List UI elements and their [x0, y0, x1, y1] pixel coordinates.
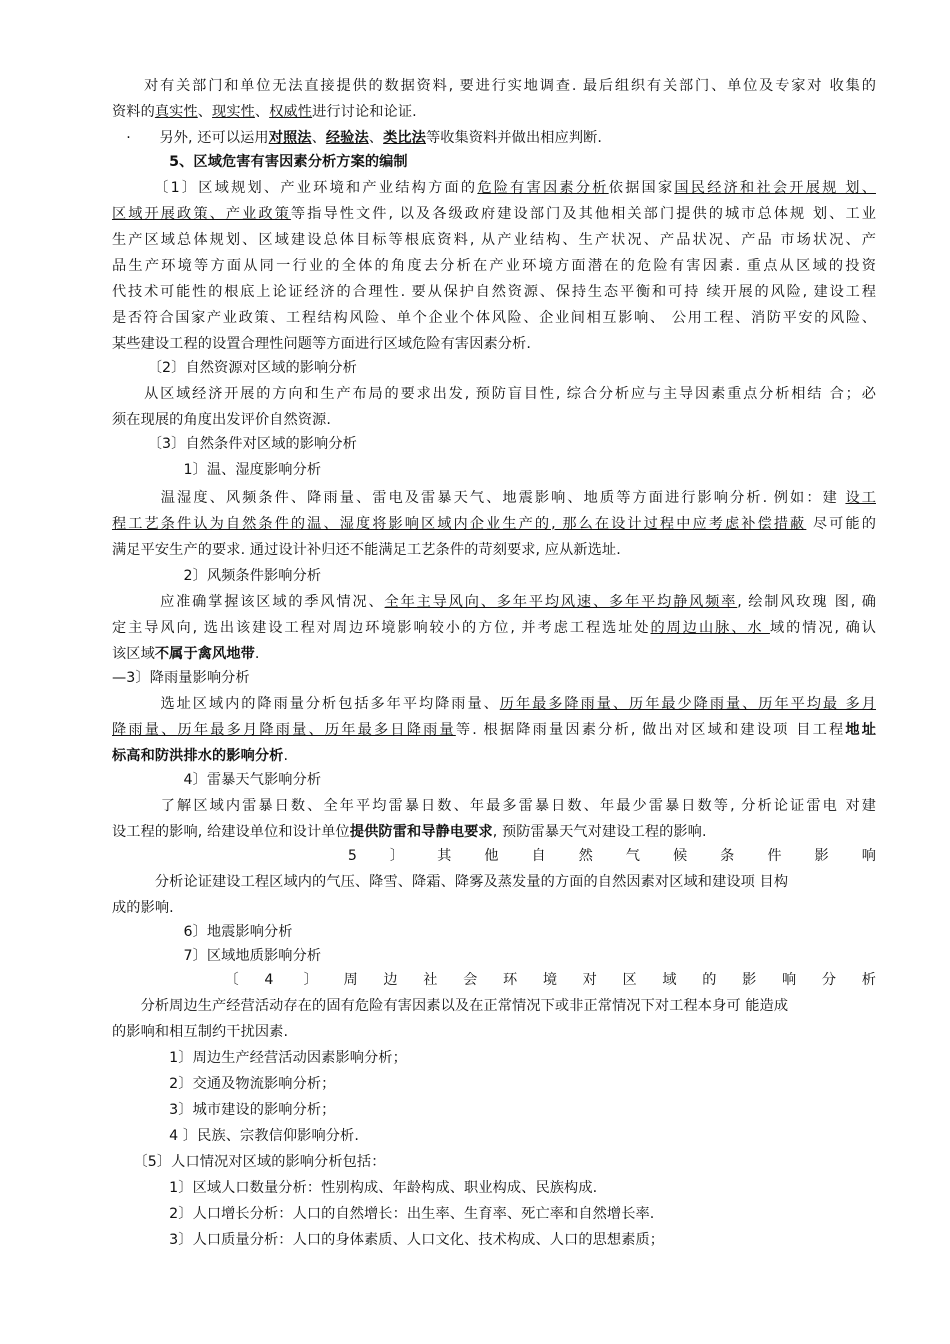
text-line: [112, 434, 876, 454]
text-line: [112, 1100, 876, 1120]
text-segment: 全年主导风向、多年平均风速、多年平均静风频率: [384, 594, 738, 610]
text-line: [112, 1022, 876, 1042]
text-segment: 3〕城市建设的影响分析；: [112, 1102, 336, 1118]
text-line: [112, 970, 876, 990]
text-segment: 〔4 〕周边社会环境对区域的影响分析: [112, 972, 876, 988]
text-line: [112, 460, 876, 480]
text-segment: 、: [368, 130, 384, 146]
text-segment: 满足平安生产的要求. 通过设计补归还不能满足工艺条件的苛刻要求, 应从新选址.: [112, 542, 621, 558]
text-segment: 、: [197, 104, 213, 120]
text-segment: 某些建设工程的设置合理性问题等方面进行区域危险有害因素分析.: [112, 336, 531, 352]
text-segment: 权威性: [269, 104, 313, 120]
text-segment: 降雨量、历年最多月降雨量、历年最多日降雨量: [112, 722, 456, 738]
text-line: [112, 102, 876, 122]
text-segment: 生产区域总体规划、区域建设总体目标等根底资料, 从产业结构、生产状况、产品状况、产品 市场状况、产: [112, 232, 876, 248]
text-line: [112, 922, 876, 942]
text-segment: —3〕降雨量影响分析: [112, 670, 250, 686]
text-segment: 资料的: [112, 104, 155, 120]
text-segment: 经验法: [325, 130, 369, 146]
text-segment: 、: [311, 130, 326, 146]
text-segment: 1〕周边生产经营活动因素影响分析；: [112, 1050, 407, 1066]
text-segment: 区域开展政策、产业政策: [112, 206, 291, 222]
text-segment: 地址: [845, 722, 876, 738]
text-line: [112, 1048, 876, 1068]
text-line: [112, 668, 876, 688]
text-segment: 国民经济和社会开展规 划、: [674, 180, 876, 196]
text-segment: 5〕其他自然气候条件影响: [112, 848, 876, 864]
text-segment: 选址区域内的降雨量分析包括多年平均降雨量、: [112, 696, 500, 712]
text-segment: , 预防雷暴天气对建设工程的影响.: [492, 824, 707, 840]
text-segment: 依据国家: [608, 180, 675, 196]
text-segment: 代技术可能性的根底上论证经济的合理性. 要从保护自然资源、保持生态平衡和可持 续开展的风险, 建设工程: [112, 284, 876, 300]
text-line: [112, 282, 876, 302]
text-segment: 域的情况, 确认: [769, 620, 876, 636]
text-segment: 分析周边生产经营活动存在的固有危险有害因素以及在正常情况下或非正常情况下对工程本身可 能造成: [112, 998, 789, 1014]
text-line: [112, 204, 876, 224]
text-line: [112, 592, 876, 612]
text-segment: 7〕区域地质影响分析: [112, 948, 322, 964]
text-segment: .: [283, 748, 289, 764]
text-line: [112, 1152, 876, 1172]
text-segment: 〔3〕自然条件对区域的影响分析: [112, 436, 357, 452]
text-segment: 了解区域内雷暴日数、全年平均雷暴日数、年最多雷暴日数、年最少雷暴日数等, 分析论证雷电 对建: [112, 798, 876, 814]
text-line: [112, 770, 876, 790]
text-segment: 从区域经济开展的方向和生产布局的要求出发, 预防盲目性, 综合分析应与主导因素重点分析相结 合；必: [112, 386, 876, 402]
text-line: [112, 694, 876, 714]
text-segment: 设工程的影响, 给建设单位和设计单位: [112, 824, 350, 840]
text-segment: 4〕雷暴天气影响分析: [112, 772, 322, 788]
text-line: [112, 618, 876, 638]
text-segment: 对照法: [268, 130, 312, 146]
text-segment: 现实性: [212, 104, 255, 120]
text-line: [112, 358, 876, 378]
text-segment: , 绘制风玫瑰 图, 确: [737, 594, 876, 610]
text-segment: 等收集资料并做出相应判断.: [425, 130, 602, 146]
text-segment: 提供防雷和导静电要求: [349, 824, 493, 840]
text-line: [112, 872, 876, 892]
text-line: [112, 946, 876, 966]
text-segment: 的周边山脉、水: [650, 620, 770, 636]
text-segment: 定主导风向, 选出该建设工程对周边环境影响较小的方位, 并考虑工程选址处: [112, 620, 651, 636]
text-segment: 对有关部门和单位无法直接提供的数据资料, 要进行实地调查. 最后组织有关部门、单位及专家对 收集的: [112, 78, 876, 94]
text-segment: 6〕地震影响分析: [112, 924, 293, 940]
text-segment: 是否符合国家产业政策、工程结构风险、单个企业个体风险、企业间相互影响、 公用工程、消防平安的风险、: [112, 310, 876, 326]
text-segment: 等指导性文件, 以及各级政府建设部门及其他相关部门提供的城市总体规 划、工业: [290, 206, 876, 222]
text-line: [112, 410, 876, 430]
text-line: [112, 76, 876, 96]
text-segment: 标高和防洪排水的影响分析: [112, 748, 284, 764]
text-line: [112, 796, 876, 816]
text-segment: 的影响和相互制约干扰因素.: [112, 1024, 289, 1040]
text-segment: 4 〕民族、宗教信仰影响分析.: [112, 1128, 359, 1144]
text-segment: 须在现展的角度出发评价自然资源.: [112, 412, 331, 428]
text-segment: 进行讨论和论证.: [312, 104, 417, 120]
text-line: [112, 384, 876, 404]
text-segment: 分析论证建设工程区域内的气压、降雪、降霜、降雾及蒸发量的方面的自然因素对区域和建设项 目构: [112, 874, 789, 890]
text-segment: 〔5〕人口情况对区域的影响分析包括：: [112, 1154, 386, 1170]
text-line: [112, 996, 876, 1016]
text-line: [112, 720, 876, 740]
text-segment: 品生产环境等方面从同一行业的全体的角度去分析在产业环境方面潜在的危险有害因素. 重点从区域的投资: [112, 258, 876, 274]
text-segment: 成的影响.: [112, 900, 174, 916]
text-segment: 2〕交通及物流影响分析；: [112, 1076, 336, 1092]
text-segment: 等. 根据降雨量因素分析, 做出对区域和建设项 目工程: [455, 722, 846, 738]
text-line: [112, 514, 876, 534]
text-segment: .: [254, 646, 260, 662]
text-segment: 2〕风频条件影响分析: [112, 568, 322, 584]
text-segment: 、: [254, 104, 270, 120]
text-segment: 该区域: [112, 646, 155, 662]
text-segment: 设工: [845, 490, 876, 506]
text-line: [112, 540, 876, 560]
text-segment: 不属于禽风地带: [154, 646, 255, 662]
text-line: [112, 334, 876, 354]
text-line: [112, 644, 876, 664]
text-segment: 程工艺条件认为自然条件的温、湿度将影响区域内企业生产的, 那么在设计过程中应考虑补偿措蔽: [112, 516, 807, 532]
text-line: [112, 128, 876, 148]
text-segment: 历年最多降雨量、历年最少降雨量、历年平均最 多月: [499, 696, 876, 712]
text-line: [112, 898, 876, 918]
text-line: [112, 230, 876, 250]
text-line: [112, 746, 876, 766]
text-segment: 1〕温、湿度影响分析: [112, 462, 322, 478]
text-line: [112, 308, 876, 328]
text-segment: · 另外, 还可以运用: [112, 130, 269, 146]
text-segment: 〔1〕区域规划、产业环境和产业结构方面的: [112, 180, 478, 196]
text-segment: 真实性: [154, 104, 198, 120]
text-line: [112, 256, 876, 276]
text-line: [112, 1074, 876, 1094]
text-segment: 危险有害因素分析: [477, 180, 609, 196]
text-segment: 2〕人口增长分析：人口的自然增长：出生率、生育率、死亡率和自然增长率.: [112, 1206, 655, 1222]
text-line: [112, 822, 876, 842]
text-line: [112, 1126, 876, 1146]
text-segment: 尽可能的: [806, 516, 876, 532]
text-line: [112, 152, 876, 172]
text-segment: 应准确掌握该区域的季风情况、: [112, 594, 385, 610]
text-line: [112, 488, 876, 508]
text-line: [112, 1178, 876, 1198]
text-line: [112, 846, 876, 866]
text-segment: 类比法: [383, 130, 426, 146]
text-line: [112, 1204, 876, 1224]
text-line: [112, 1230, 876, 1250]
text-segment: 温湿度、风频条件、降雨量、雷电及雷暴天气、地震影响、地质等方面进行影响分析. 例如：建: [112, 490, 846, 506]
text-segment: 5、区域危害有害因素分析方案的编制: [112, 154, 408, 170]
text-segment: 1〕区域人口数量分析：性别构成、年龄构成、职业构成、民族构成.: [112, 1180, 598, 1196]
text-line: [112, 566, 876, 586]
text-segment: 〔2〕自然资源对区域的影响分析: [112, 360, 357, 376]
text-segment: 3〕人口质量分析：人口的身体素质、人口文化、技术构成、人口的思想素质；: [112, 1232, 665, 1248]
text-line: [112, 178, 876, 198]
